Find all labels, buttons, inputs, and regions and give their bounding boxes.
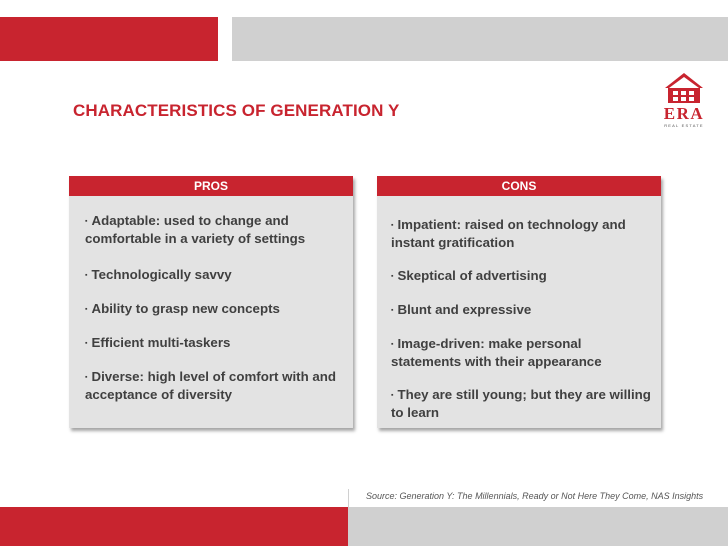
cons-header-label: CONS: [501, 179, 537, 193]
list-item: ▪ Technologically savvy: [85, 267, 232, 282]
list-item: ▪ Impatient: raised on technology and instant gratification: [391, 217, 626, 250]
bullet-icon: ▪: [85, 340, 88, 347]
list-item: ▪ Adaptable: used to change and comfortable in a variety of settings: [85, 213, 306, 246]
pros-header-label: PROS: [193, 179, 228, 193]
bullet-icon: ▪: [391, 307, 394, 314]
bullet-icon: ▪: [391, 341, 394, 348]
bullet-icon: ▪: [391, 273, 394, 280]
pros-header: [69, 176, 353, 196]
house-icon: [653, 70, 715, 104]
list-item: ▪ Ability to grasp new concepts: [85, 301, 280, 316]
bullet-icon: ▪: [85, 272, 88, 279]
bullet-icon: ▪: [391, 222, 394, 229]
bullet-icon: ▪: [85, 374, 88, 381]
list-item: ▪ Efficient multi-taskers: [85, 335, 231, 350]
list-item: ▪ Blunt and expressive: [391, 302, 532, 317]
list-item: ▪ They are still young; but they are willing to learn: [391, 387, 651, 420]
list-item: ▪ Image-driven: make personal statements with their appearance: [391, 336, 602, 369]
header-gray-bar: [232, 17, 728, 61]
era-logo: [653, 70, 715, 130]
source-citation: Source: Generation Y: The Millennials, Ready or Not Here They Come, NAS Insights: [366, 491, 704, 501]
pros-panel: [69, 176, 353, 428]
header-red-bar: [0, 17, 218, 61]
cons-header: [377, 176, 661, 196]
footer-gray-bar: [349, 507, 728, 546]
cons-panel: [377, 176, 661, 428]
list-item: ▪ Skeptical of advertising: [391, 268, 547, 283]
list-item: ▪ Diverse: high level of comfort with and acceptance of diversity: [85, 369, 337, 402]
logo-subtitle: REAL ESTATE: [664, 123, 704, 128]
bullet-icon: ▪: [391, 392, 394, 399]
bullet-icon: ▪: [85, 218, 88, 225]
logo-wordmark: ERA: [663, 104, 705, 123]
slide-title: CHARACTERISTICS OF GENERATION Y: [73, 101, 400, 120]
bullet-icon: ▪: [85, 306, 88, 313]
footer-red-bar: [0, 507, 348, 546]
